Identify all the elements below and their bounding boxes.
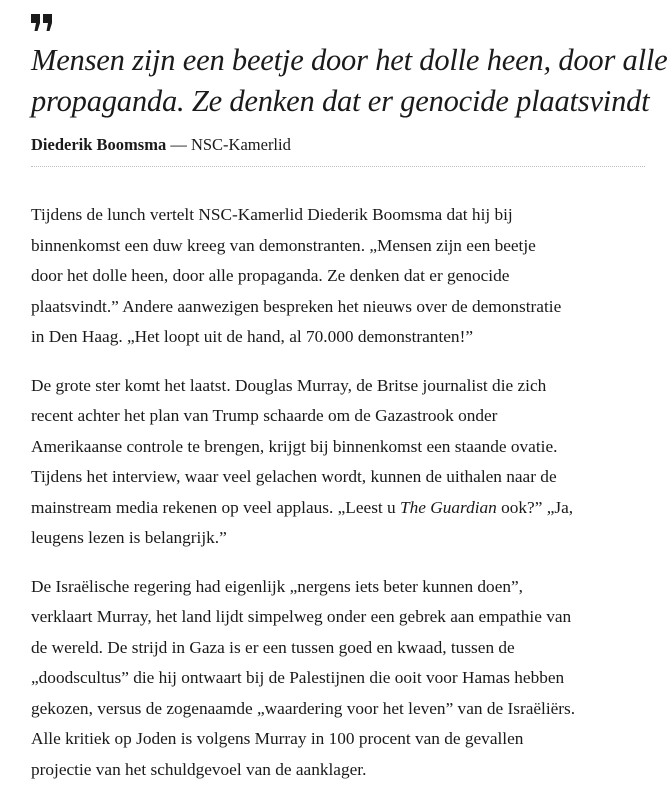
paragraph-line: binnenkomst een duw kreeg van demonstranten. „Mensen zijn een beetje [31, 235, 536, 255]
paragraph-line: Alle kritiek op Joden is volgens Murray in 100 procent van de gevallen [31, 729, 524, 748]
paragraph-line: gekozen, versus de zogenaamde „waardering voor het leven” van de Israëliërs. [31, 698, 576, 718]
paragraph-line: De Israëlische regering had eigenlijk „nergens iets beter kunnen doen”, [31, 576, 524, 596]
paragraph-line: projectie van het schuldgevoel van de aanklager. [31, 759, 367, 779]
paragraph [31, 572, 645, 786]
line-text: ook?” „Ja, [496, 497, 574, 517]
pull-quote [31, 14, 668, 167]
paragraph-line: Tijdens de lunch vertelt NSC-Kamerlid Diederik Boomsma dat hij bij [31, 205, 513, 224]
line-text: mainstream media rekenen op veel applaus. „Leest u [31, 497, 400, 517]
paragraph-line: door het dolle heen, door alle propaganda. Ze denken dat er genocide [31, 266, 510, 285]
article-body [31, 200, 645, 785]
pull-quote-line: propaganda. Ze denken dat er genocide plaatsvindt [31, 84, 650, 118]
paragraph-line: in Den Haag. „Het loopt uit de hand, al 70.000 demonstranten!” [31, 327, 473, 346]
paragraph-line [31, 493, 645, 524]
quote-icon [31, 14, 645, 36]
paragraph-line: recent achter het plan van Trump schaarde om de Gazastrook onder [31, 406, 498, 425]
paragraph-line: de wereld. De strijd in Gaza is er een tussen goed en kwaad, tussen de [31, 637, 515, 657]
pull-quote-text [31, 40, 668, 122]
speaker-name: Diederik Boomsma [31, 135, 167, 154]
paragraph [31, 371, 645, 554]
paragraph [31, 200, 645, 353]
paragraph-line: Amerikaanse controle te brengen, krijgt bij binnenkomst een staande ovatie. [31, 436, 558, 456]
attribution-separator: — [166, 135, 191, 154]
speaker-role: NSC-Kamerlid [190, 135, 291, 154]
quote-attribution [31, 134, 645, 167]
paragraph-line: „doodscultus” die hij ontwaart bij de Palestijnen die ooit voor Hamas hebben [31, 668, 565, 687]
paragraph-line: Tijdens het interview, waar veel gelachen wordt, kunnen de uithalen naar de [31, 467, 557, 486]
paragraph-line: leugens lezen is belangrijk.” [31, 528, 227, 547]
paragraph-line: verklaart Murray, het land lijdt simpelweg onder een gebrek aan empathie van [31, 607, 572, 626]
paragraph-line: plaatsvindt.” Andere aanwezigen bespreken het nieuws over de demonstratie [31, 296, 562, 316]
pull-quote-line: Mensen zijn een beetje door het dolle heen, door alle [31, 43, 668, 77]
article [31, 14, 668, 803]
publication-title: The Guardian [400, 497, 497, 517]
paragraph-line: De grote ster komt het laatst. Douglas Murray, de Britse journalist die zich [31, 375, 547, 395]
